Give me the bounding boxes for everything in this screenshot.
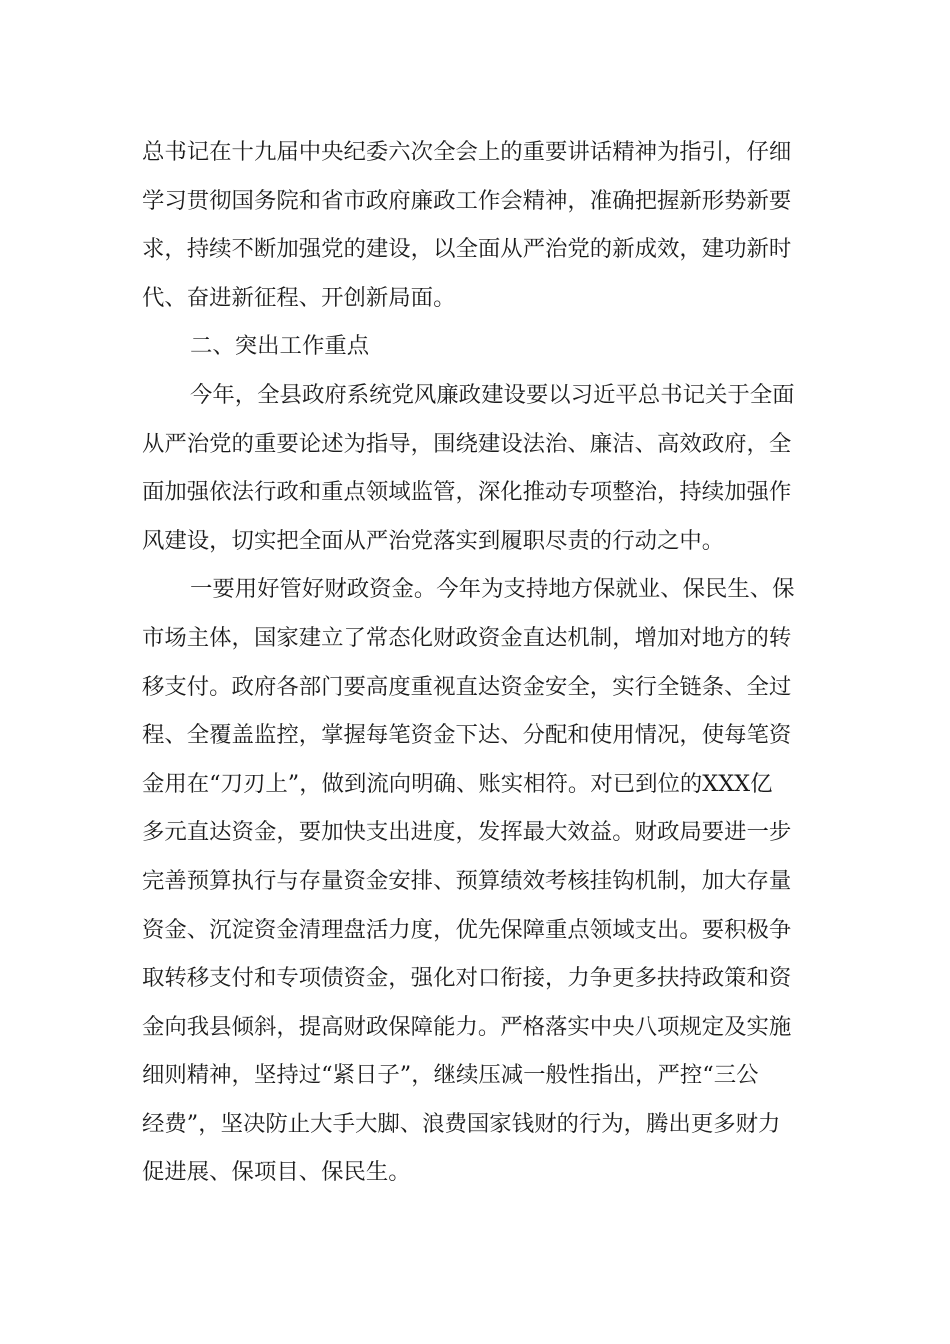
paragraph-line: 从严治党的重要论述为指导，围绕建设法治、廉洁、高效政府，全 bbox=[142, 430, 792, 457]
paragraph-line: 总书记在十九届中央纪委六次全会上的重要讲话精神为指引，仔细 bbox=[142, 139, 792, 165]
paragraph-line: 程、全覆盖监控，掌握每笔资金下达、分配和使用情况，使每笔资 bbox=[142, 722, 792, 749]
paragraph-line: 今年，全县政府系统党风廉政建设要以习近平总书记关于全面 bbox=[190, 381, 795, 408]
paragraph-line: 风建设，切实把全面从严治党落实到履职尽责的行动之中。 bbox=[142, 527, 725, 554]
paragraph-line: 面加强依法行政和重点领域监管，深化推动专项整治，持续加强作 bbox=[142, 479, 792, 506]
paragraph-line: 市场主体，国家建立了常态化财政资金直达机制，增加对地方的转 bbox=[142, 624, 792, 651]
paragraph-line: 学习贯彻国务院和省市政府廉政工作会精神，准确把握新形势新要 bbox=[142, 187, 792, 214]
section-heading: 二、突出工作重点 bbox=[190, 333, 370, 360]
paragraph-line: 一要用好管好财政资金。今年为支持地方保就业、保民生、保 bbox=[190, 576, 795, 603]
paragraph-line: 金用在“刀刃上”，做到流向明确、账实相符。对已到位的XXX亿 bbox=[142, 770, 773, 797]
paragraph-line: 求，持续不断加强党的建设，以全面从严治党的新成效，建功新时 bbox=[142, 236, 792, 263]
paragraph-line: 细则精神，坚持过“紧日子”，继续压减一般性指出，严控“三公 bbox=[142, 1062, 759, 1089]
paragraph-line: 代、奋进新征程、开创新局面。 bbox=[142, 284, 456, 311]
paragraph-line: 金向我县倾斜，提高财政保障能力。严格落实中央八项规定及实施 bbox=[142, 1013, 792, 1040]
paragraph-line: 移支付。政府各部门要高度重视直达资金安全，实行全链条、全过 bbox=[142, 673, 792, 700]
paragraph-line: 取转移支付和专项债资金，强化对口衔接，力争更多扶持政策和资 bbox=[142, 965, 792, 992]
paragraph-line: 完善预算执行与存量资金安排、预算绩效考核挂钩机制，加大存量 bbox=[142, 867, 792, 894]
paragraph-line: 促进展、保项目、保民生。 bbox=[142, 1159, 411, 1186]
paragraph-line: 资金、沉淀资金清理盘活力度，优先保障重点领域支出。要积极争 bbox=[142, 916, 792, 943]
document-body bbox=[142, 128, 810, 1197]
paragraph-line: 经费”，坚决防止大手大脚、浪费国家钱财的行为，腾出更多财力 bbox=[142, 1110, 781, 1137]
paragraph-line: 多元直达资金，要加快支出进度，发挥最大效益。财政局要进一步 bbox=[142, 819, 792, 846]
